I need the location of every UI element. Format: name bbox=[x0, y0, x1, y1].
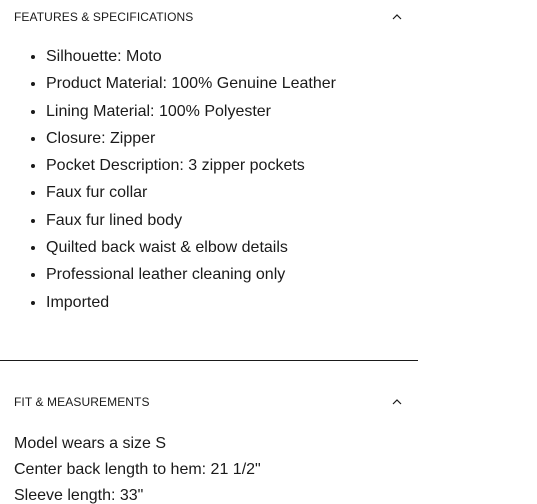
chevron-up-icon[interactable] bbox=[392, 12, 402, 22]
features-specifications-title: FEATURES & SPECIFICATIONS bbox=[14, 10, 194, 24]
fit-measurements-title: FIT & MEASUREMENTS bbox=[14, 395, 150, 409]
fit-measurements-header[interactable] bbox=[0, 386, 418, 418]
list-item: Sleeve length: 33" bbox=[14, 487, 144, 504]
list-item: • Faux fur lined body bbox=[46, 207, 418, 234]
list-item: • Silhouette: Moto bbox=[46, 43, 418, 70]
list-item: • Professional leather cleaning only bbox=[46, 261, 418, 288]
list-item: • Lining Material: 100% Polyester bbox=[46, 98, 418, 125]
fit-measurements-list bbox=[14, 431, 261, 504]
list-item: • Closure: Zipper bbox=[46, 125, 418, 152]
list-item: • Imported bbox=[46, 289, 418, 316]
product-details-panel bbox=[0, 1, 418, 504]
chevron-up-icon[interactable] bbox=[392, 397, 402, 407]
list-item: Model wears a size S bbox=[14, 435, 167, 452]
list-item: • Pocket Description: 3 zipper pockets bbox=[46, 152, 418, 179]
section-divider bbox=[0, 360, 418, 361]
features-specifications-header[interactable] bbox=[0, 1, 418, 33]
list-item: • Product Material: 100% Genuine Leather bbox=[46, 70, 418, 97]
list-item: Center back length to hem: 21 1/2" bbox=[14, 461, 261, 478]
features-list bbox=[0, 43, 418, 316]
list-item: • Quilted back waist & elbow details bbox=[46, 234, 418, 261]
list-item: • Faux fur collar bbox=[46, 179, 418, 206]
